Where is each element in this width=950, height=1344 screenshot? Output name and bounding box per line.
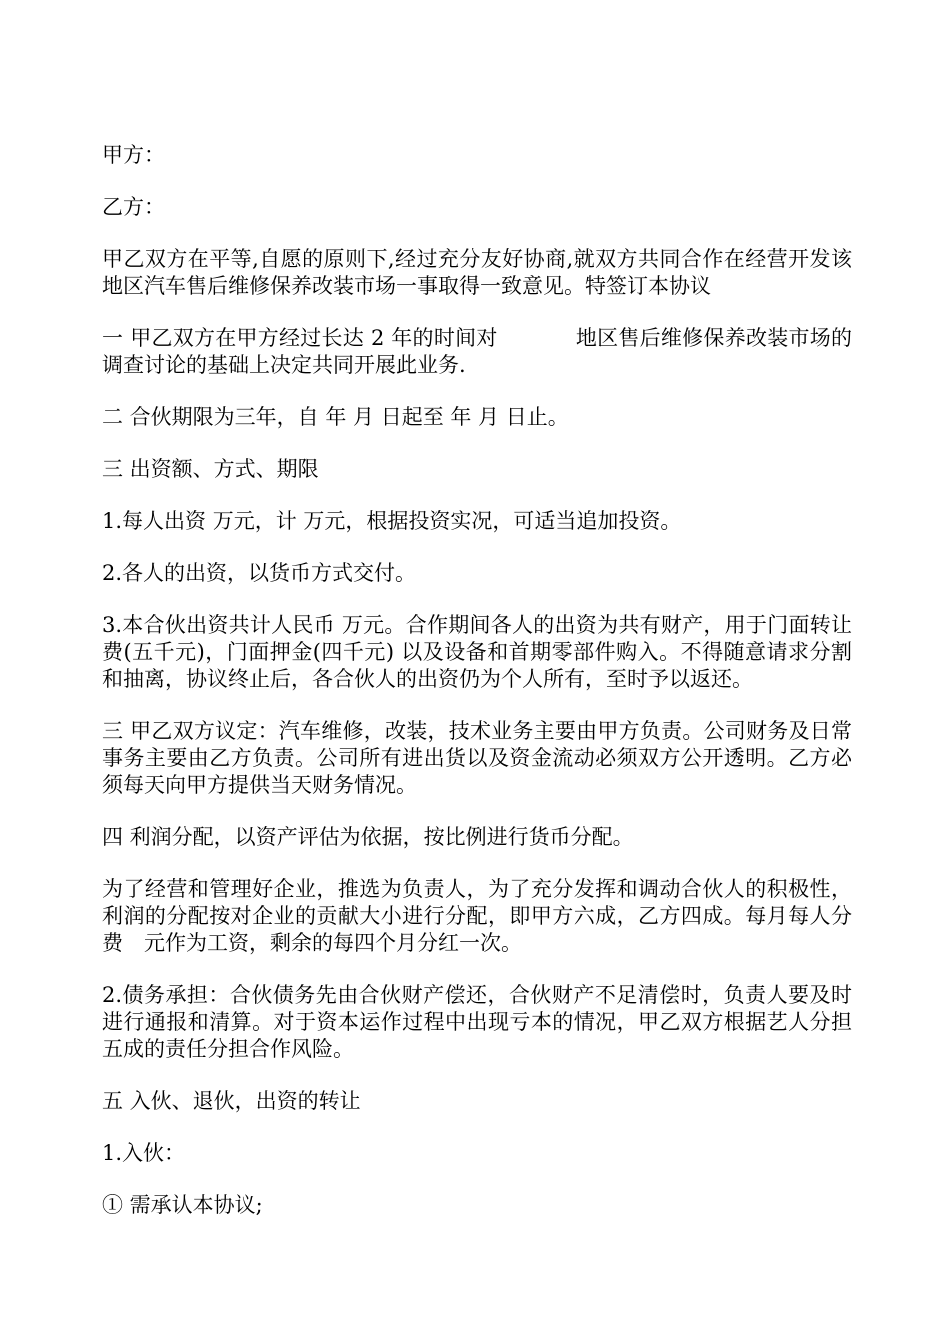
intro-paragraph: 甲乙双方在平等,自愿的原则下,经过充分友好协商,就双方共同合作在经营开发该地区汽车售后维修保养改装市场一事取得一致意见。特签订本协议: [102, 247, 852, 298]
item-4-2: 2.债务承担：合伙债务先由合伙财产偿还，合伙财产不足清偿时，负责人要及时进行通报和清算。对于资本运作过程中出现亏本的情况，甲乙双方根据艺人分担五成的责任分担合作风险。: [102, 983, 852, 1061]
item-5-1-a: ① 需承认本协议;: [102, 1193, 263, 1217]
clause-4-detail: 为了经营和管理好企业，推选为负责人，为了充分发挥和调动合伙人的积极性，利润的分配按对企业的贡献大小进行分配，即甲方六成，乙方四成。每月每人分费 元作为工资，剩余的每四个月分红一次。: [102, 877, 852, 955]
item-3-1: 1.每人出资 万元，计 万元，根据投资实况，可适当追加投资。: [102, 509, 682, 533]
clause-4: 四 利润分配，以资产评估为依据，按比例进行货币分配。: [102, 825, 634, 849]
party-a-line: 甲方：: [102, 143, 165, 167]
clause-3-title: 三 出资额、方式、期限: [102, 457, 319, 481]
document-page: [102, 142, 852, 1244]
clause-1-part-b: 地区售后维修保养改装市场的调查讨论的基础上决定共同开展此业务.: [102, 326, 852, 377]
item-5-1: 1.入伙：: [102, 1141, 186, 1165]
clause-5-title: 五 入伙、退伙，出资的转让: [102, 1089, 361, 1113]
clause-1: [102, 325, 852, 379]
party-b-line: 乙方：: [102, 195, 165, 219]
clause-1-part-a: 一 甲乙双方在甲方经过长达 2 年的时间对: [102, 326, 498, 350]
item-3-3: 3.本合伙出资共计人民币 万元。合作期间各人的出资为共有财产，用于门面转让费(五千元)，门面押金(四千元) 以及设备和首期零部件购入。不得随意请求分割和抽离，协议终止后，各合伙人的出资仍为个人所有，至时予以返还。: [102, 613, 852, 691]
item-3-2: 2.各人的出资，以货币方式交付。: [102, 561, 417, 585]
clause-2: 二 合伙期限为三年，自 年 月 日起至 年 月 日止。: [102, 405, 569, 429]
clause-3b: 三 甲乙双方议定：汽车维修，改装，技术业务主要由甲方负责。公司财务及日常事务主要由乙方负责。公司所有进出货以及资金流动必须双方公开透明。乙方必须每天向甲方提供当天财务情况。: [102, 719, 852, 797]
